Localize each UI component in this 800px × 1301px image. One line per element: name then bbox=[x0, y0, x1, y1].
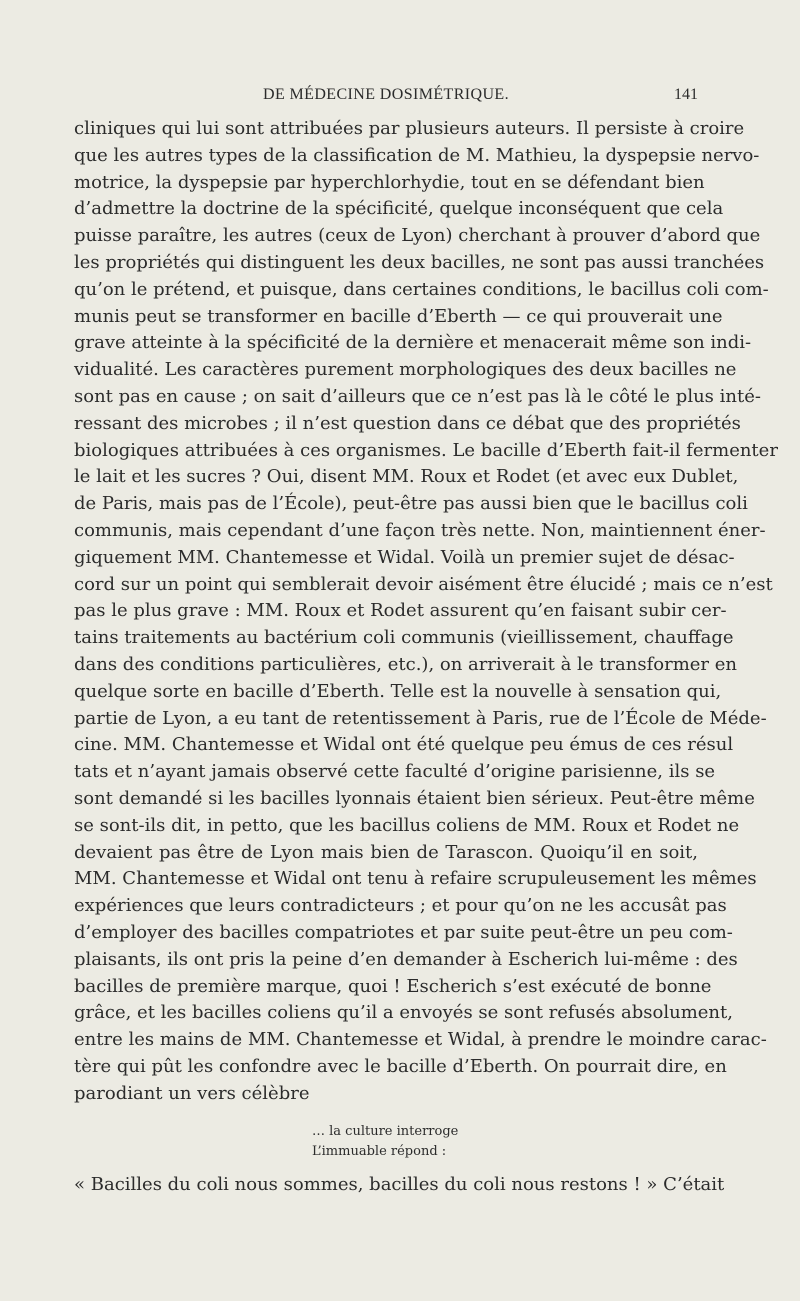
text-line: grave atteinte à la spécificité de la dernière et menacerait même son indi- bbox=[74, 332, 752, 354]
text-line: ressant des microbes ; il n’est question dans ce débat que des propriétés bbox=[74, 412, 741, 434]
text-line: communis, mais cependant d’une façon très nette. Non, maintiennent éner- bbox=[74, 519, 766, 541]
text-line: dans des conditions particulières, etc.), on arriverait à le transformer en bbox=[74, 653, 737, 675]
text-line: les propriétés qui distinguent les deux bacilles, ne sont pas aussi tranchées bbox=[74, 251, 765, 273]
text-line: bacilles de première marque, quoi ! Escherich s’est exécuté de bonne bbox=[74, 975, 712, 997]
text-line: devaient pas être de Lyon mais bien de Tarascon. Quoiqu’il en soit, bbox=[74, 841, 698, 863]
text-line: cine. MM. Chantemesse et Widal ont été quelque peu émus de ces résul bbox=[74, 734, 734, 756]
text-line: puisse paraître, les autres (ceux de Lyon) cherchant à prouver d’abord que bbox=[74, 225, 761, 247]
text-line: d’employer des bacilles compatriotes et par suite peut-être un peu com- bbox=[74, 921, 733, 943]
verse-line: L’immuable répond : bbox=[312, 1144, 447, 1159]
text-line: quelque sorte en bacille d’Eberth. Telle est la nouvelle à sensation qui, bbox=[74, 680, 722, 702]
running-title: DE MÉDECINE DOSIMÉTRIQUE. bbox=[263, 86, 509, 103]
body-text bbox=[74, 116, 778, 1107]
text-line: parodiant un vers célèbre bbox=[74, 1082, 310, 1104]
text-line: cliniques qui lui sont attribuées par plusieurs auteurs. Il persiste à croire bbox=[74, 118, 745, 139]
text-line: d’admettre la doctrine de la spécificité, quelque inconséquent que cela bbox=[74, 198, 724, 220]
text-line: munis peut se transformer en bacille d’Eberth — ce qui prouverait une bbox=[74, 305, 723, 327]
text-line: grâce, et les bacilles coliens qu’il a envoyés se sont refusés absolument, bbox=[74, 1002, 733, 1024]
verse-line: … la culture interroge bbox=[312, 1124, 459, 1139]
text-line: pas le plus grave : MM. Roux et Rodet assurent qu’en faisant subir cer- bbox=[74, 600, 727, 622]
text-line: expériences que leurs contradicteurs ; et pour qu’on ne les accusât pas bbox=[74, 895, 727, 917]
text-line: sont pas en cause ; on sait d’ailleurs que ce n’est pas là le côté le plus inté- bbox=[74, 385, 761, 407]
text-line: tère qui pût les confondre avec le bacille d’Eberth. On pourrait dire, en bbox=[74, 1055, 727, 1077]
page-number: 141 bbox=[674, 86, 698, 103]
text-line: qu’on le prétend, et puisque, dans certaines conditions, le bacillus coli com- bbox=[74, 278, 769, 300]
text-line: tats et n’ayant jamais observé cette faculté d’origine parisienne, ils se bbox=[74, 761, 716, 783]
text-line: sont demandé si les bacilles lyonnais étaient bien sérieux. Peut-être même bbox=[74, 787, 755, 809]
text-line: partie de Lyon, a eu tant de retentissement à Paris, rue de l’École de Méde- bbox=[74, 707, 767, 729]
text-line: que les autres types de la classification de M. Mathieu, la dyspepsie nervo- bbox=[74, 144, 760, 166]
text-line: motrice, la dyspepsie par hyperchlorhydie, tout en se défendant bien bbox=[74, 171, 705, 193]
text-line: se sont-ils dit, in petto, que les bacillus coliens de MM. Roux et Rodet ne bbox=[74, 814, 740, 836]
text-line: le lait et les sucres ? Oui, disent MM. Roux et Rodet (et avec eux Dublet, bbox=[74, 466, 739, 488]
running-head bbox=[74, 86, 698, 110]
text-line: giquement MM. Chantemesse et Widal. Voilà un premier sujet de désac- bbox=[74, 546, 735, 568]
text-line: entre les mains de MM. Chantemesse et Widal, à prendre le moindre carac- bbox=[74, 1029, 767, 1051]
text-line: vidualité. Les caractères purement morphologiques des deux bacilles ne bbox=[74, 359, 737, 381]
text-line: biologiques attribuées à ces organismes. Le bacille d’Eberth fait-il fermenter bbox=[74, 439, 778, 461]
text-line: tains traitements au bactérium coli communis (vieillissement, chauffage bbox=[74, 627, 734, 649]
text-line: de Paris, mais pas de l’École), peut-être pas aussi bien que le bacillus coli bbox=[74, 493, 748, 515]
text-line-final: « Bacilles du coli nous sommes, bacilles du coli nous restons ! » C’était bbox=[74, 1174, 725, 1195]
text-line: cord sur un point qui semblerait devoir aisément être élucidé ; mais ce n’est bbox=[74, 573, 773, 595]
text-line: MM. Chantemesse et Widal ont tenu à refaire scrupuleusement les mêmes bbox=[74, 868, 757, 890]
text-line: plaisants, ils ont pris la peine d’en demander à Escherich lui-même : des bbox=[74, 948, 738, 970]
